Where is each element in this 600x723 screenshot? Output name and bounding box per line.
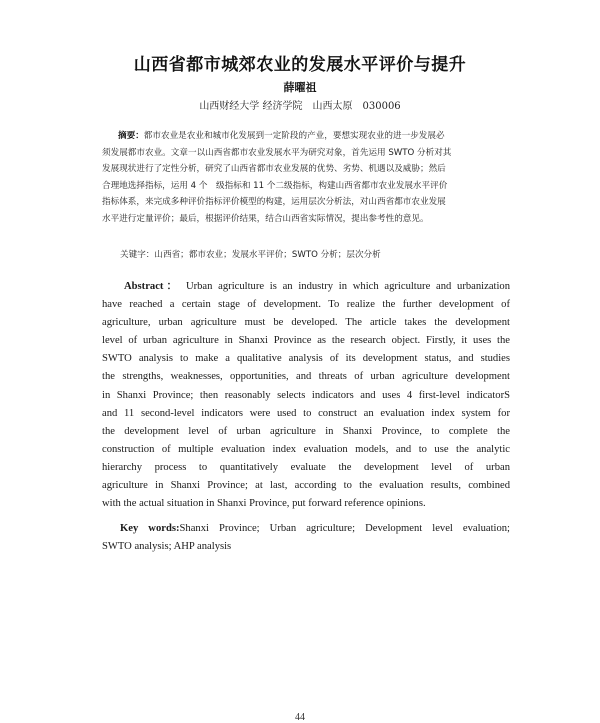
en-abstract-label: Abstract： [124, 281, 181, 292]
chinese-abstract [102, 128, 506, 228]
cn-abstract-label: 摘要： [118, 131, 144, 141]
paper-title: 山西省都市城郊农业的发展水平评价与提升 [133, 55, 467, 75]
cn-abstract-line: 指标体系，来完成多种评价指标评价模型的构建，运用层次分析法，对山西省都市农业发展 [102, 197, 446, 208]
cn-abstract-line: 须发展都市农业。文章一以山西省都市农业发展水平为研究对象，首先运用 SWTO 分析对其 [102, 147, 452, 158]
author-affiliation: 山西财经大学 经济学院 山西太原 030006 [199, 101, 401, 112]
en-abstract-line: with the actual situation in Shanxi Province, put forward reference opinions. [102, 498, 426, 510]
en-keywords-line: Key words:Shanxi Province; Urban agriculture; Development level evaluation; [120, 523, 510, 534]
en-keywords-line: SWTO analysis; AHP analysis [102, 541, 232, 553]
en-abstract-line: agriculture in Shanxi Province; at last, according to the evaluation results, combined [102, 480, 510, 492]
en-abstract-line: level of urban agriculture in Shanxi Province as the research object. Firstly, it uses the [102, 335, 510, 347]
en-abstract-line: Abstract： Urban agriculture is an industry in which agriculture and urbanization [124, 281, 510, 292]
cn-abstract-line: 摘要：都市农业是农业和城市化发展到一定阶段的产业，要想实现农业的进一步发展必 [118, 131, 445, 141]
en-abstract-line: hierarchy process to quantitatively evaluate the development level of urban [102, 461, 510, 473]
en-abstract-line: construction of multiple evaluation index evaluation models, and to use the analytic [102, 443, 510, 455]
en-abstract-line: agriculture, urban agriculture must be developed. The article takes the development [102, 317, 510, 329]
english-abstract [102, 278, 510, 513]
en-abstract-line: the strengths, weaknesses, opportunities, and threats of urban agriculture development [102, 371, 510, 383]
cn-abstract-line: 合理地选择指标，运用 4 个 级指标和 11 个二级指标，构建山西省都市农业发展水平评价 [102, 180, 448, 191]
en-abstract-line: in Shanxi Province; then reasonably selects indicators and uses 4 first-level indicatorS [102, 389, 510, 401]
english-keywords [102, 520, 510, 556]
en-abstract-line: and 11 second-level indicators were used to construct an evaluation index system for [102, 407, 510, 419]
author-name: 薛曜祖 [283, 81, 317, 94]
page-number: 44 [295, 712, 305, 723]
en-keywords-label: Key words: [120, 523, 180, 534]
en-abstract-line: SWTO analysis to make a qualitative analysis of its development status, and studies [102, 353, 510, 365]
cn-abstract-line: 水平进行定量评价；最后，根据评价结果，结合山西省实际情况，提出参考性的意见。 [102, 213, 429, 224]
chinese-keywords: 关键字：山西省；都市农业；发展水平评价；SWTO 分析；层次分析 [120, 250, 381, 260]
cn-abstract-line: 发展现状进行了定性分析，研究了山西省都市农业发展的优势、劣势、机遇以及威胁；然后 [102, 164, 446, 175]
en-abstract-line: the development level of urban agriculture in Shanxi Province, to complete the [102, 425, 510, 437]
en-abstract-line: have reached a certain stage of development. To realize the further development of [102, 299, 510, 311]
